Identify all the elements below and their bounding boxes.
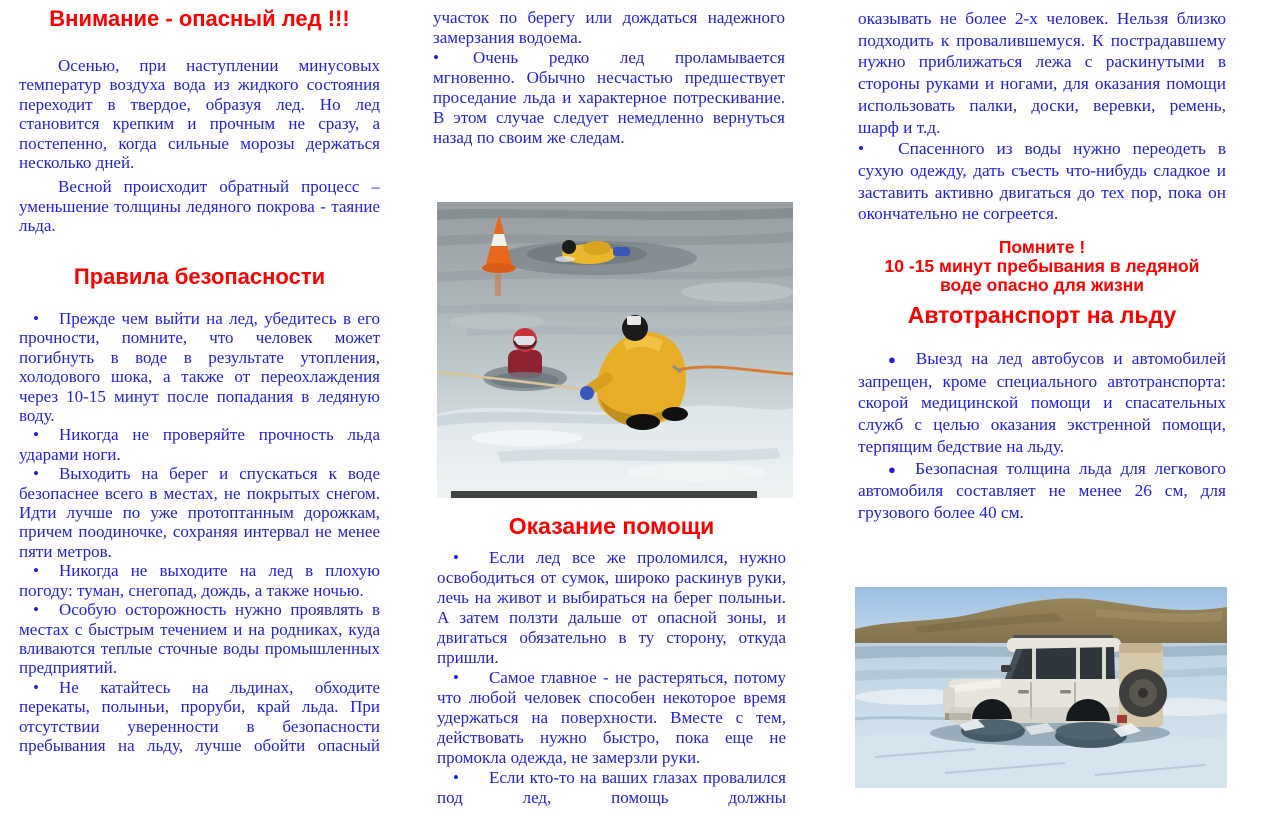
list-item-text: Никогда не проверяйте прочность льда ударами ноги. [19,425,380,464]
bullet-icon: • [453,768,459,787]
reminder-note [858,238,1226,295]
bullet-icon: • [33,464,39,484]
list-item [19,309,380,425]
bullet-icon: • [33,309,39,328]
list-item-text: Не катайтесь на льдинах, обходите перекаты, полыньи, проруби, край льда. При отсутствии уверенности в безопасности пребывания на льду, лучше обойти опасный [19,677,380,755]
page-title: Внимание - опасный лед !!! [49,6,350,31]
list-item [433,48,785,148]
intro-paragraph: Осенью, при наступлении минусовых температур воздуха вода из жидкого состояния переходит в твердое, образуя лед. Но лед становится крепким и прочным не сразу, а постепенно, когда сильные морозы держаться несколько дней. [19,56,380,173]
bullet-icon: • [433,48,439,67]
list-item-text: Особую осторожность нужно проявлять в местах с быстрым течением и на родниках, куда вливаются теплые сточные воды промышленных предприятий. [19,600,380,678]
list-item-text: Прежде чем выйти на лед, убедитесь в его прочности, помните, что человек может погибнуть в воде в результате утопления, холодового шока, а также от переохлаждения через 10-15 минут после попадания в ледяную воду. [19,309,380,426]
reminder-line: Помните ! [998,237,1086,257]
rescue-photo [437,202,793,498]
bullet-icon: • [453,668,459,687]
help-list [437,548,786,808]
list-item-text: Безопасная толщина льда для легкового автомобиля составляет не менее 26 см, для грузового более 40 см. [858,458,1226,522]
list-item [858,348,1226,458]
list-item-text: Если лед все же проломился, нужно освободиться от сумок, широко раскинув руки, лечь на живот и выбираться на берег полыньи. А затем ползти дальше от опасной зоны, и двигаться обязательно в ту сторону, откуда пришли. [437,548,786,667]
reminder-line: воде опасно для жизни [939,275,1145,295]
vehicles-list [858,348,1226,524]
list-item [19,425,380,464]
bullet-icon: • [33,561,39,581]
list-item-text: Самое главное - не растеряться, потому что любой человек способен некоторое время удержаться на поверхности. Вместе с тем, действовать нужно быстро, пока еще не промокла одежда, не замерзли руки. [437,668,786,767]
list-item [858,138,1226,225]
continuation-paragraph: участок по берегу или дождаться надежного замерзания водоема. [433,8,785,47]
list-item-text: Выезд на лед автобусов и автомобилей запрещен, кроме специального автотранспорта: скорой медицинской помощи и спасательных служб с целью оказания экстренной помощи, терпящим бедствие на льду. [858,349,1226,456]
rules-continuation-section [433,8,785,148]
intro-section [19,56,380,236]
reminder-line: 10 -15 минут пребывания в ледяной [884,256,1200,276]
list-item [437,768,786,808]
list-item-text: Никогда не выходите на лед в плохую погоду: туман, снегопад, дождь, а также ночью. [19,561,380,600]
list-item-text: Если кто-то на ваших глазах провалился под лед, помощь должны [437,768,786,807]
help-heading: Оказание помощи [508,513,715,539]
bullet-icon: ● [888,352,901,367]
list-item [19,600,380,678]
bullet-icon: • [33,425,39,445]
vehicles-heading: Автотранспорт на льду [907,302,1177,328]
list-item [19,678,380,756]
list-item-text: Очень редко лед проламывается мгновенно. Обычно несчастью предшествует проседание льда и характерное потрескивание. В этом случае следует немедленно вернуться назад по своим же следам. [433,48,785,147]
bullet-icon: • [33,677,39,697]
suv-photo [855,587,1227,788]
list-item [437,548,786,668]
list-item [19,464,380,561]
help-continuation-section [858,8,1226,225]
bullet-icon: ● [888,461,901,477]
continuation-paragraph: оказывать не более 2-х человек. Нельзя близко подходить к провалившемуся. К пострадавшему нужно приближаться лежа с раскинутыми в стороны руками и ногами, для оказания помощи использовать палки, доски, веревки, ремень, шарф и т.д. [858,9,1226,137]
list-item [858,458,1226,524]
bullet-icon: • [858,139,865,159]
safety-rules-heading: Правила безопасности [73,264,326,289]
list-item [19,561,380,600]
list-item [437,668,786,768]
list-item-text: Выходить на берег и спускаться к воде безопаснее всего в местах, не покрытых снегом. Идти лучше по уже протоптанным дорожкам, причем поодиночке, сохраняя интервал не менее пяти метров. [19,464,380,561]
safety-rules-list [19,309,380,755]
bullet-icon: • [33,600,39,620]
intro-paragraph: Весной происходит обратный процесс – уменьшение толщины ледяного покрова - таяние льда. [19,177,380,236]
list-item-text: Спасенного из воды нужно переодеть в сухую одежду, дать съесть что-нибудь сладкое и заставить активно двигаться до тех пор, пока он окончательно не согреется. [858,139,1226,224]
bullet-icon: • [453,548,459,567]
